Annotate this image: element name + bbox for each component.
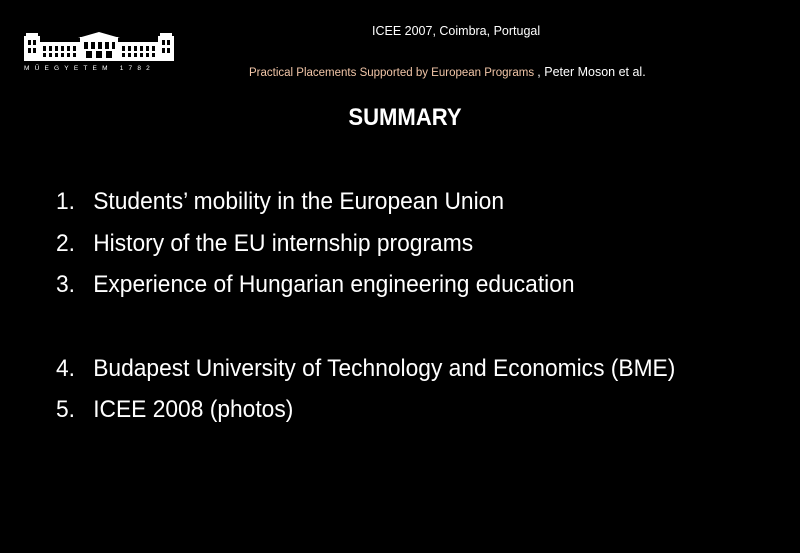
slide-heading: SUMMARY	[348, 104, 462, 131]
paper-title: Practical Placements Supported by European Programs	[249, 67, 535, 79]
list-item-text: Students’ mobility in the European Union	[93, 188, 504, 215]
list-item-number: 2.	[56, 229, 76, 257]
list-item-number: 5.	[56, 396, 76, 423]
university-logo	[24, 32, 174, 76]
logo-caption: MŰEGYETEM 1782	[24, 65, 155, 72]
list-item-text: ICEE 2008 (photos)	[93, 396, 294, 423]
list-item	[56, 186, 675, 228]
conference-label: ICEE 2007, Coimbra, Portugal	[372, 24, 541, 38]
list-item-text: History of the EU internship programs	[93, 229, 474, 257]
paper-subtitle	[249, 65, 646, 79]
summary-list	[56, 186, 722, 436]
list-item-number: 3.	[56, 271, 76, 298]
list-item-text: Budapest University of Technology and Economics (BME)	[93, 354, 676, 382]
authors-label: , Peter Moson et al.	[537, 65, 646, 79]
list-item-number: 4.	[56, 354, 76, 382]
list-item-number: 1.	[56, 188, 76, 215]
list-item	[56, 269, 675, 311]
list-item	[56, 353, 675, 395]
list-item-text: Experience of Hungarian engineering education	[93, 271, 575, 298]
building-icon	[24, 32, 174, 64]
list-item	[56, 228, 675, 270]
list-item	[56, 394, 675, 436]
